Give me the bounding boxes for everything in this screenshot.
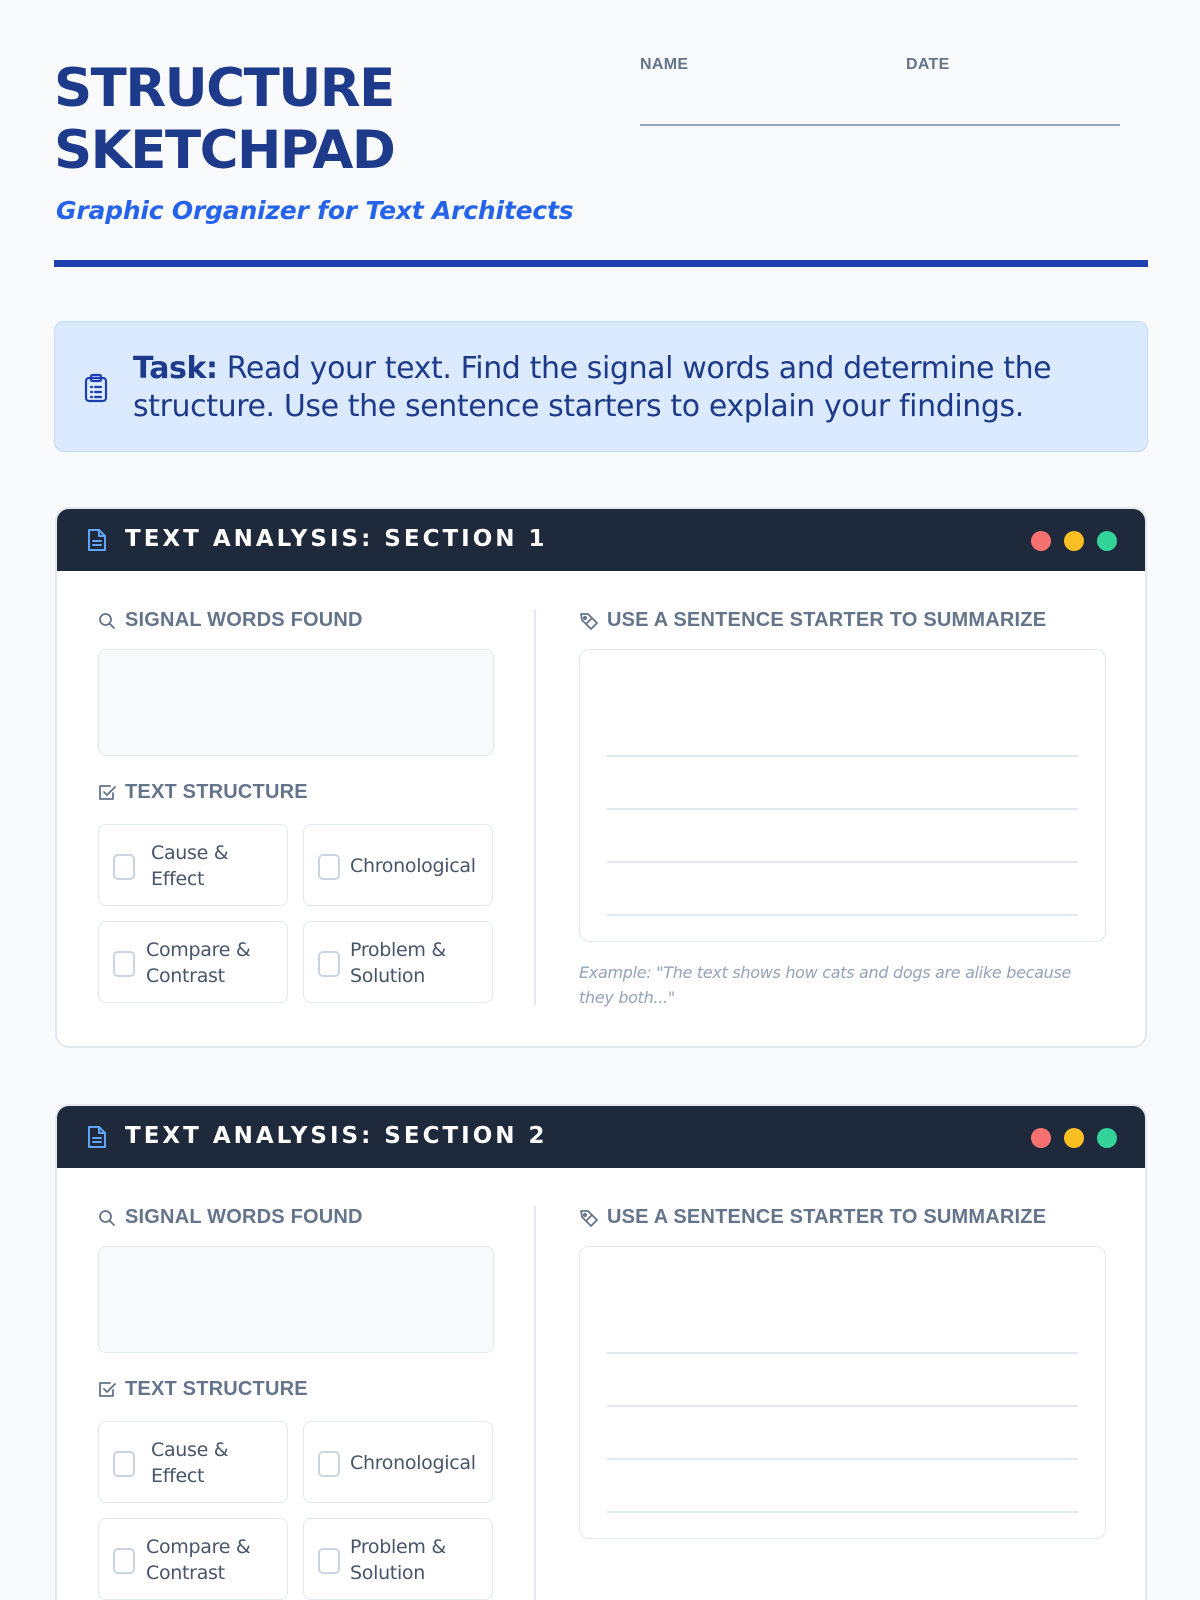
page-title [54, 58, 574, 182]
writing-line [607, 1405, 1078, 1407]
card-title: TEXT ANALYSIS: SECTION 2 [125, 1123, 548, 1149]
option-label: Chronological [350, 855, 476, 877]
option-label: Compare & Contrast [146, 1536, 251, 1584]
option-label: Chronological [350, 1452, 476, 1474]
checkbox[interactable] [113, 1548, 135, 1574]
header-divider [54, 260, 1148, 267]
title-text: STRUCTURE SKETCHPAD [54, 58, 395, 181]
task-lead: Task: [133, 351, 218, 386]
clipboard-icon [83, 373, 109, 403]
option-label: Problem & Solution [350, 1536, 446, 1584]
document-icon [87, 1125, 107, 1149]
summary-label [607, 609, 1046, 632]
document-icon [87, 528, 107, 552]
yellow-dot-icon [1064, 531, 1084, 551]
option-problem-solution[interactable] [303, 921, 493, 1003]
option-compare-contrast[interactable] [98, 921, 288, 1003]
green-dot-icon [1097, 1128, 1117, 1148]
writing-line [607, 808, 1078, 810]
summary-writing-area[interactable] [579, 649, 1106, 942]
task-box [54, 321, 1148, 452]
card-header [57, 1106, 1145, 1168]
task-body: Read your text. Find the signal words and determine the structure. Use the sentence starters to explain your findings. [133, 351, 1052, 424]
checkbox-icon [97, 783, 117, 803]
name-field-label: NAME [640, 56, 689, 73]
text-structure-label [125, 1378, 308, 1401]
search-icon [97, 1208, 117, 1228]
signal-words-input[interactable] [98, 1246, 494, 1353]
summary-label-text: USE A SENTENCE STARTER TO SUMMARIZE [607, 1206, 1047, 1228]
signal-words-label [125, 1206, 363, 1229]
tag-icon [579, 1208, 599, 1228]
signal-words-label [125, 609, 363, 632]
checkbox[interactable] [318, 1451, 340, 1477]
green-dot-icon [1097, 531, 1117, 551]
checkbox[interactable] [318, 951, 340, 977]
checkbox[interactable] [113, 854, 135, 880]
column-divider [534, 609, 536, 1005]
writing-line [607, 914, 1078, 916]
card-header [57, 509, 1145, 571]
writing-line [607, 1458, 1078, 1460]
writing-line [607, 861, 1078, 863]
column-divider [534, 1206, 536, 1600]
search-icon [97, 611, 117, 631]
text-structure-label-text: TEXT STRUCTURE [125, 781, 308, 803]
checkbox[interactable] [318, 854, 340, 880]
checkbox[interactable] [113, 1451, 135, 1477]
option-cause-effect[interactable] [98, 824, 288, 906]
option-chronological[interactable] [303, 1421, 493, 1503]
red-dot-icon [1031, 1128, 1051, 1148]
text-structure-label-text: TEXT STRUCTURE [125, 1378, 308, 1400]
task-instructions [133, 350, 1123, 426]
summary-label-text: USE A SENTENCE STARTER TO SUMMARIZE [607, 609, 1047, 631]
name-date-write-line[interactable] [640, 124, 1120, 126]
page-subtitle: Graphic Organizer for Text Architects [56, 196, 574, 225]
checkbox[interactable] [318, 1548, 340, 1574]
option-cause-effect[interactable] [98, 1421, 288, 1503]
red-dot-icon [1031, 531, 1051, 551]
analysis-card-section-2 [55, 1104, 1147, 1600]
option-label: Cause & Effect [151, 842, 229, 890]
writing-line [607, 1511, 1078, 1513]
example-sentence: Example: "The text shows how cats and dogs are alike because they both..." [579, 963, 1072, 1007]
option-label: Problem & Solution [350, 939, 446, 987]
option-label: Cause & Effect [151, 1439, 229, 1487]
analysis-card-section-1 [55, 507, 1147, 1048]
summary-writing-area[interactable] [579, 1246, 1106, 1539]
checkbox-icon [97, 1380, 117, 1400]
summary-label [607, 1206, 1046, 1229]
option-label: Compare & Contrast [146, 939, 251, 987]
tag-icon [579, 611, 599, 631]
card-title: TEXT ANALYSIS: SECTION 1 [125, 526, 548, 552]
writing-line [607, 755, 1078, 757]
yellow-dot-icon [1064, 1128, 1084, 1148]
writing-line [607, 1352, 1078, 1354]
option-chronological[interactable] [303, 824, 493, 906]
signal-words-label-text: SIGNAL WORDS FOUND [125, 1206, 363, 1228]
text-structure-label [125, 781, 308, 804]
checkbox[interactable] [113, 951, 135, 977]
date-field-label: DATE [906, 56, 950, 73]
option-problem-solution[interactable] [303, 1518, 493, 1600]
signal-words-label-text: SIGNAL WORDS FOUND [125, 609, 363, 631]
option-compare-contrast[interactable] [98, 1518, 288, 1600]
signal-words-input[interactable] [98, 649, 494, 756]
